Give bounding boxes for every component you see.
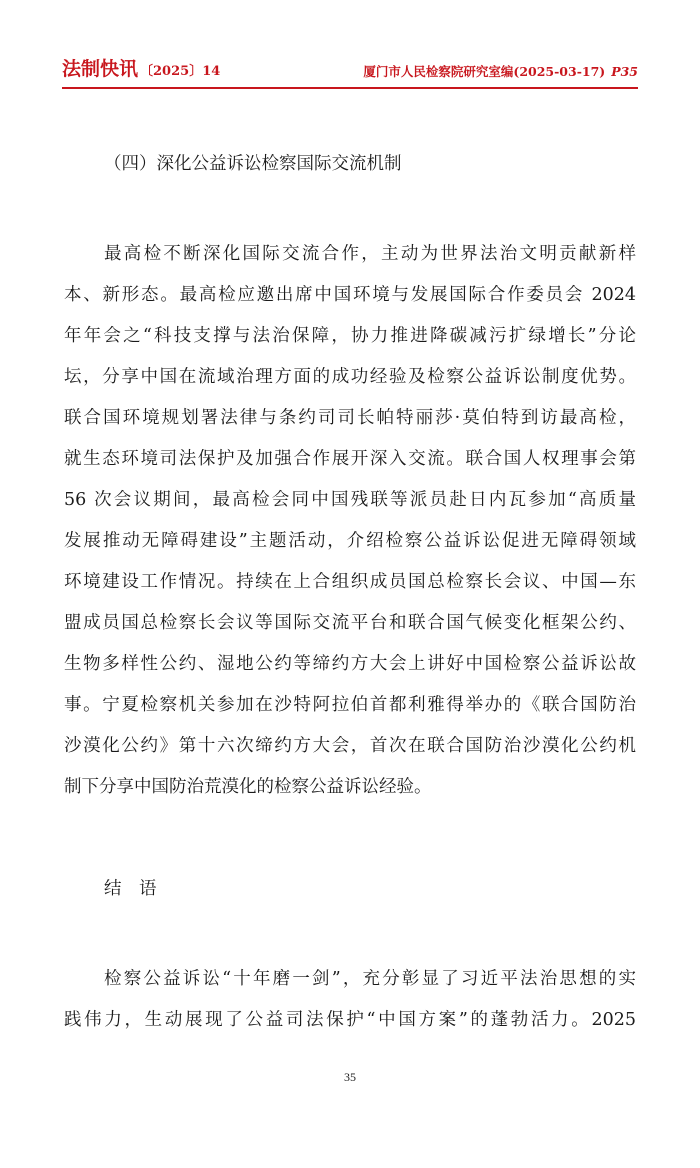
page-number: 35 <box>344 1070 356 1084</box>
header-issue: 〔2025〕14 <box>140 64 221 79</box>
paragraph-line: 56 次会议期间，最高检会同中国残联等派员赴日内瓦参加“高质量 <box>64 490 636 510</box>
paragraph-line: 联合国环境规划署法律与条约司司长帕特丽莎·莫伯特到访最高检， <box>64 408 636 428</box>
header-source: 厦门市人民检察院研究室编(2025-03-17) <box>363 64 606 79</box>
paragraph-line: 本、新形态。最高检应邀出席中国环境与发展国际合作委员会 2024 <box>64 285 636 305</box>
header-left <box>62 54 220 81</box>
paragraph-line: 发展推动无障碍建设”主题活动，介绍检察公益诉讼促进无障碍领域 <box>64 531 636 551</box>
paragraph-line: 年年会之“科技支撑与法治保障，协力推进降碳减污扩绿增长”分论 <box>64 326 636 346</box>
page-header <box>62 58 638 84</box>
paragraph-line: 坛，分享中国在流域治理方面的成功经验及检察公益诉讼制度优势。 <box>64 367 636 387</box>
paragraph-line: 盟成员国总检察长会议等国际交流平台和联合国气候变化框架公约、 <box>64 613 636 633</box>
paragraph-line: 生物多样性公约、湿地公约等缔约方大会上讲好中国检察公益诉讼故 <box>64 654 636 674</box>
paragraph-line: 就生态环境司法保护及加强合作展开深入交流。联合国人权理事会第 <box>64 449 636 469</box>
paragraph-line: 最高检不断深化国际交流合作，主动为世界法治文明贡献新样 <box>104 244 636 264</box>
conclusion-heading: 结 语 <box>104 879 157 899</box>
header-rule <box>62 87 638 89</box>
paragraph-line: 践伟力，生动展现了公益司法保护“中国方案”的蓬勃活力。2025 <box>64 1010 636 1030</box>
header-brand: 法制快讯 <box>62 58 139 80</box>
paragraph-line: 检察公益诉讼“十年磨一剑”，充分彰显了习近平法治思想的实 <box>104 969 636 989</box>
paragraph-line: 制下分享中国防治荒漠化的检察公益诉讼经验。 <box>64 777 432 797</box>
header-page-ref: P35 <box>611 64 638 79</box>
paragraph-line: 沙漠化公约》第十六次缔约方大会，首次在联合国防治沙漠化公约机 <box>64 736 636 756</box>
header-right <box>363 62 638 80</box>
section-heading: （四）深化公益诉讼检察国际交流机制 <box>104 154 402 174</box>
paragraph-line: 事。宁夏检察机关参加在沙特阿拉伯首都利雅得举办的《联合国防治 <box>64 695 636 715</box>
paragraph-line: 环境建设工作情况。持续在上合组织成员国总检察长会议、中国—东 <box>64 572 636 592</box>
